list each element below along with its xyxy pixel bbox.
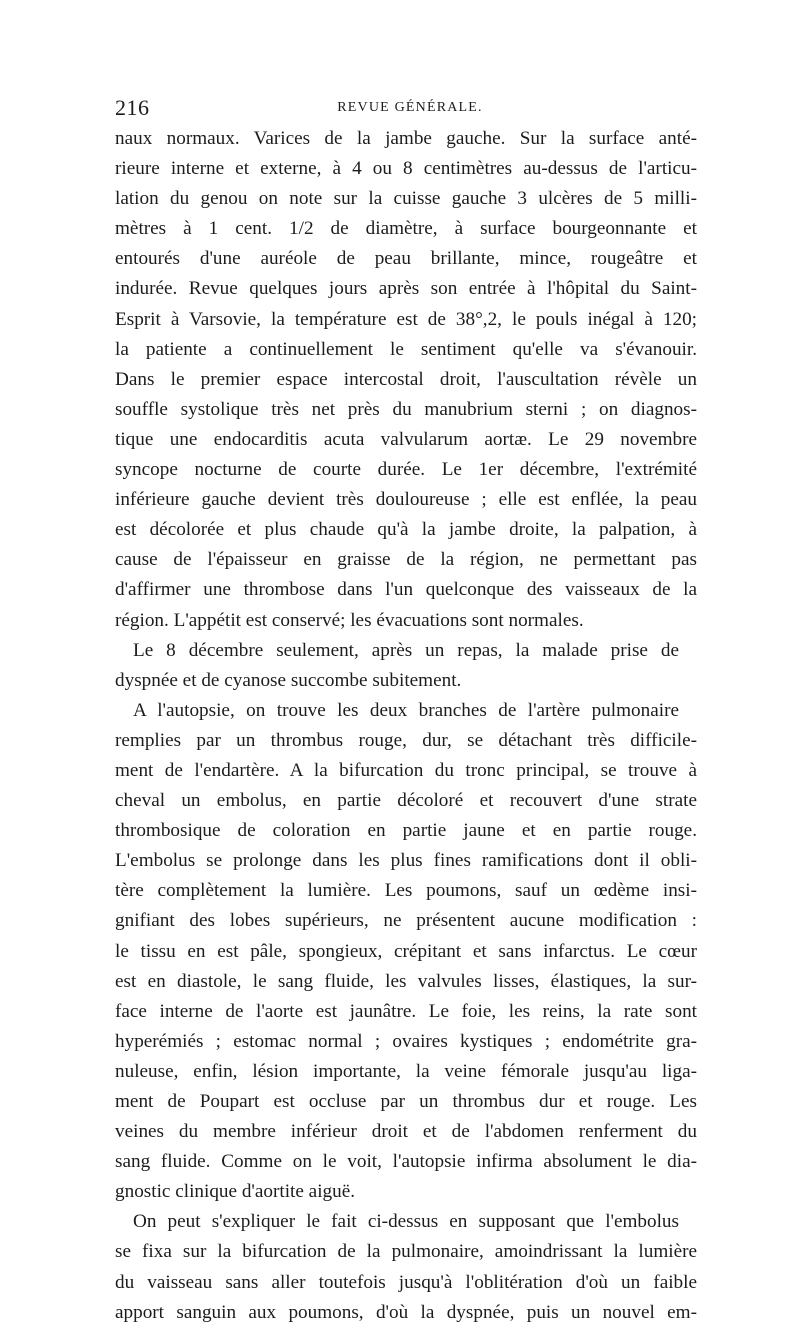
text-line: région. L'appétit est conservé; les évacuations sont normales. (115, 609, 584, 631)
text-line: veines du membre inférieur droit et de l'abdomen renferment du (115, 1121, 697, 1143)
text-line: le tissu en est pâle, spongieux, crépitant et sans infarctus. Le cœur (115, 940, 697, 962)
text-line: lation du genou on note sur la cuisse gauche 3 ulcères de 5 milli- (115, 188, 697, 210)
page-header (115, 95, 695, 125)
text-line: remplies par un thrombus rouge, dur, se détachant très difficile- (115, 729, 697, 751)
text-line: nuleuse, enfin, lésion importante, la veine fémorale jusqu'au liga- (115, 1060, 697, 1082)
text-line: Esprit à Varsovie, la température est de 38°,2, le pouls inégal à 120; (115, 308, 697, 330)
text-line: la patiente a continuellement le sentiment qu'elle va s'évanouir. (115, 338, 697, 360)
text-line: du vaisseau sans aller toutefois jusqu'à l'oblitération d'où un faible (115, 1271, 697, 1293)
text-line: syncope nocturne de courte durée. Le 1er décembre, l'extrémité (115, 459, 697, 481)
text-line: apport sanguin aux poumons, d'où la dyspnée, puis un nouvel em- (115, 1301, 697, 1323)
text-line: indurée. Revue quelques jours après son entrée à l'hôpital du Saint- (115, 278, 697, 300)
text-line: entourés d'une auréole de peau brillante, mince, rougeâtre et (115, 248, 697, 270)
text-line: ment de Poupart est occluse par un thrombus dur et rouge. Les (115, 1091, 697, 1112)
text-line: est en diastole, le sang fluide, les valvules lisses, élastiques, la sur- (115, 970, 697, 992)
text-line: hyperémiés ; estomac normal ; ovaires kystiques ; endométrite gra- (115, 1030, 697, 1052)
text-line: L'embolus se prolonge dans les plus fines ramifications dont il obli- (115, 850, 697, 872)
text-line: Dans le premier espace intercostal droit, l'auscultation révèle un (115, 368, 697, 390)
text-line: d'affirmer une thrombose dans l'un quelconque des vaisseaux de la (115, 579, 697, 601)
text-line: gnostic clinique d'aortite aiguë. (115, 1181, 356, 1203)
text-line: naux normaux. Varices de la jambe gauche. Sur la surface anté- (115, 128, 697, 149)
text-line: tère complètement la lumière. Les poumons, sauf un œdème insi- (115, 880, 697, 902)
text-line: est décolorée et plus chaude qu'à la jambe droite, la palpation, à (115, 519, 697, 541)
text-line: thrombosique de coloration en partie jaune et en partie rouge. (115, 820, 697, 842)
text-line: gnifiant des lobes supérieurs, ne présentent aucune modification : (115, 910, 697, 932)
text-line: mètres à 1 cent. 1/2 de diamètre, à surface bourgeonnante et (115, 218, 697, 240)
text-line: Le 8 décembre seulement, après un repas, la malade prise de (133, 639, 679, 661)
running-title: REVUE GÉNÉRALE. (337, 100, 483, 115)
text-line: souffle systolique très net près du manubrium sterni ; on diagnos- (115, 398, 697, 420)
text-line: face interne de l'aorte est jaunâtre. Le foie, les reins, la rate sont (115, 1000, 697, 1022)
text-line: sang fluide. Comme on le voit, l'autopsie infirma absolument le dia- (115, 1151, 697, 1173)
text-line: tique une endocarditis acuta valvularum aortæ. Le 29 novembre (115, 428, 697, 450)
text-line: ment de l'endartère. A la bifurcation du tronc principal, se trouve à (115, 759, 697, 781)
text-line: A l'autopsie, on trouve les deux branches de l'artère pulmonaire (133, 699, 679, 721)
body-text (115, 124, 697, 1328)
text-line: rieure interne et externe, à 4 ou 8 centimètres au-dessus de l'articu- (115, 158, 697, 180)
text-line: cause de l'épaisseur en graisse de la région, ne permettant pas (115, 549, 697, 571)
text-line: cheval un embolus, en partie décoloré et recouvert d'une strate (115, 790, 697, 812)
text-line: On peut s'expliquer le fait ci-dessus en supposant que l'embolus (133, 1211, 679, 1233)
text-line: inférieure gauche devient très douloureuse ; elle est enflée, la peau (115, 489, 697, 511)
page-number: 216 (115, 95, 150, 120)
text-line: se fixa sur la bifurcation de la pulmonaire, amoindrissant la lumière (115, 1241, 697, 1263)
text-line: dyspnée et de cyanose succombe subitement. (115, 669, 462, 691)
